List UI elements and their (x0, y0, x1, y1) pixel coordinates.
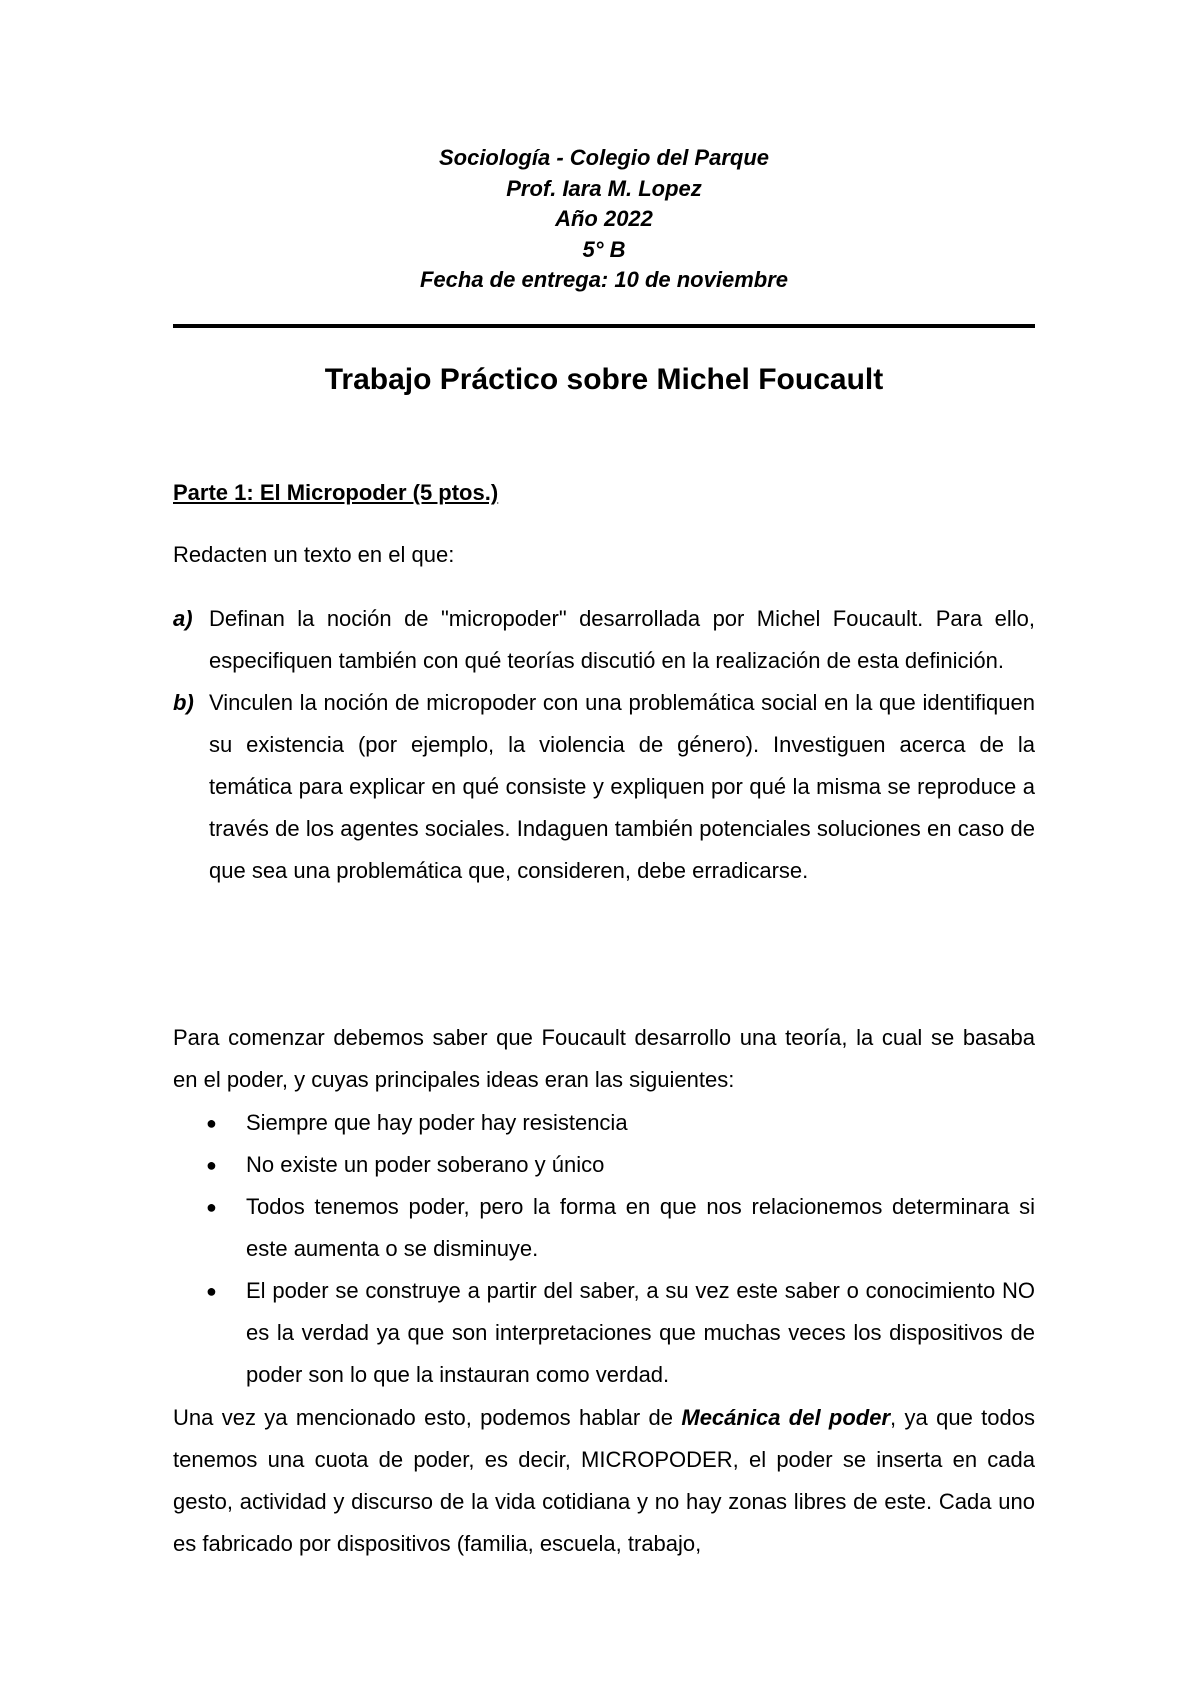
header-due-date-line: Fecha de entrega: 10 de noviembre (419, 267, 789, 292)
header-year-line: Año 2022 (555, 206, 653, 231)
answer-paragraph-intro: Para comenzar debemos saber que Foucault desarrollo una teoría, la cual se basaba en el poder, y cuyas principales ideas eran las siguientes: (173, 1025, 1035, 1092)
bullet-icon: ● (206, 1113, 217, 1133)
question-item-b (173, 682, 1035, 892)
paragraph-text: , ya que todos tenemos una cuota de poder, es decir, MICROPODER, el poder se inserta en cada gesto, actividad y discurso de la vida cotidiana y no hay zonas libres de este. Cada uno es fabricado por dispositivos (familia, escuela, trabajo, (173, 1405, 1035, 1556)
question-text: Vinculen la noción de micropoder con una problemática social en la que identifiquen su existencia (por ejemplo, la violencia de género). Investiguen acerca de la temática para explicar en qué consiste y expliquen por qué la misma se reproduce a través de los agentes sociales. Indaguen también potenciales soluciones en caso de que sea una problemática que, consideren, debe erradicarse. (209, 690, 1035, 883)
list-item-text: Todos tenemos poder, pero la forma en que nos relacionemos determinara si este aumenta o se disminuye. (246, 1194, 1035, 1261)
document-title: Trabajo Práctico sobre Michel Foucault (324, 363, 884, 396)
question-list (173, 598, 1035, 892)
header-divider (173, 324, 1035, 328)
question-item-a (173, 598, 1035, 682)
emphasis-term: Mecánica del poder (681, 1405, 891, 1430)
document-header (173, 143, 1035, 296)
paragraph-text: Una vez ya mencionado esto, podemos hablar de (173, 1405, 682, 1430)
list-item-text: El poder se construye a partir del saber, a su vez este saber o conocimiento NO es la verdad ya que son interpretaciones que muchas veces los dispositivos de poder son lo que la instauran como verdad. (246, 1278, 1035, 1387)
list-item (173, 1186, 1035, 1270)
question-marker: a) (173, 606, 193, 631)
bullet-icon: ● (206, 1155, 217, 1175)
bullet-icon: ● (206, 1281, 217, 1301)
list-item (173, 1102, 1035, 1144)
list-item (173, 1270, 1035, 1396)
question-text: Definan la noción de "micropoder" desarrollada por Michel Foucault. Para ello, especifiquen también con qué teorías discutió en la realización de esta definición. (209, 606, 1035, 673)
header-subject-line: Sociología - Colegio del Parque (438, 145, 770, 170)
bullet-icon: ● (206, 1197, 217, 1217)
list-item-text: No existe un poder soberano y único (246, 1152, 605, 1177)
question-marker: b) (173, 690, 194, 715)
answer-paragraph-mechanics (173, 1397, 1035, 1565)
list-item-text: Siempre que hay poder hay resistencia (246, 1110, 628, 1135)
header-teacher-line: Prof. Iara M. Lopez (506, 175, 702, 201)
part-1-intro: Redacten un texto en el que: (173, 542, 455, 567)
part-1-heading: Parte 1: El Micropoder (5 ptos.) (173, 480, 499, 505)
list-item (173, 1144, 1035, 1186)
foucault-ideas-list (173, 1102, 1035, 1396)
header-course-line: 5° B (582, 236, 626, 262)
